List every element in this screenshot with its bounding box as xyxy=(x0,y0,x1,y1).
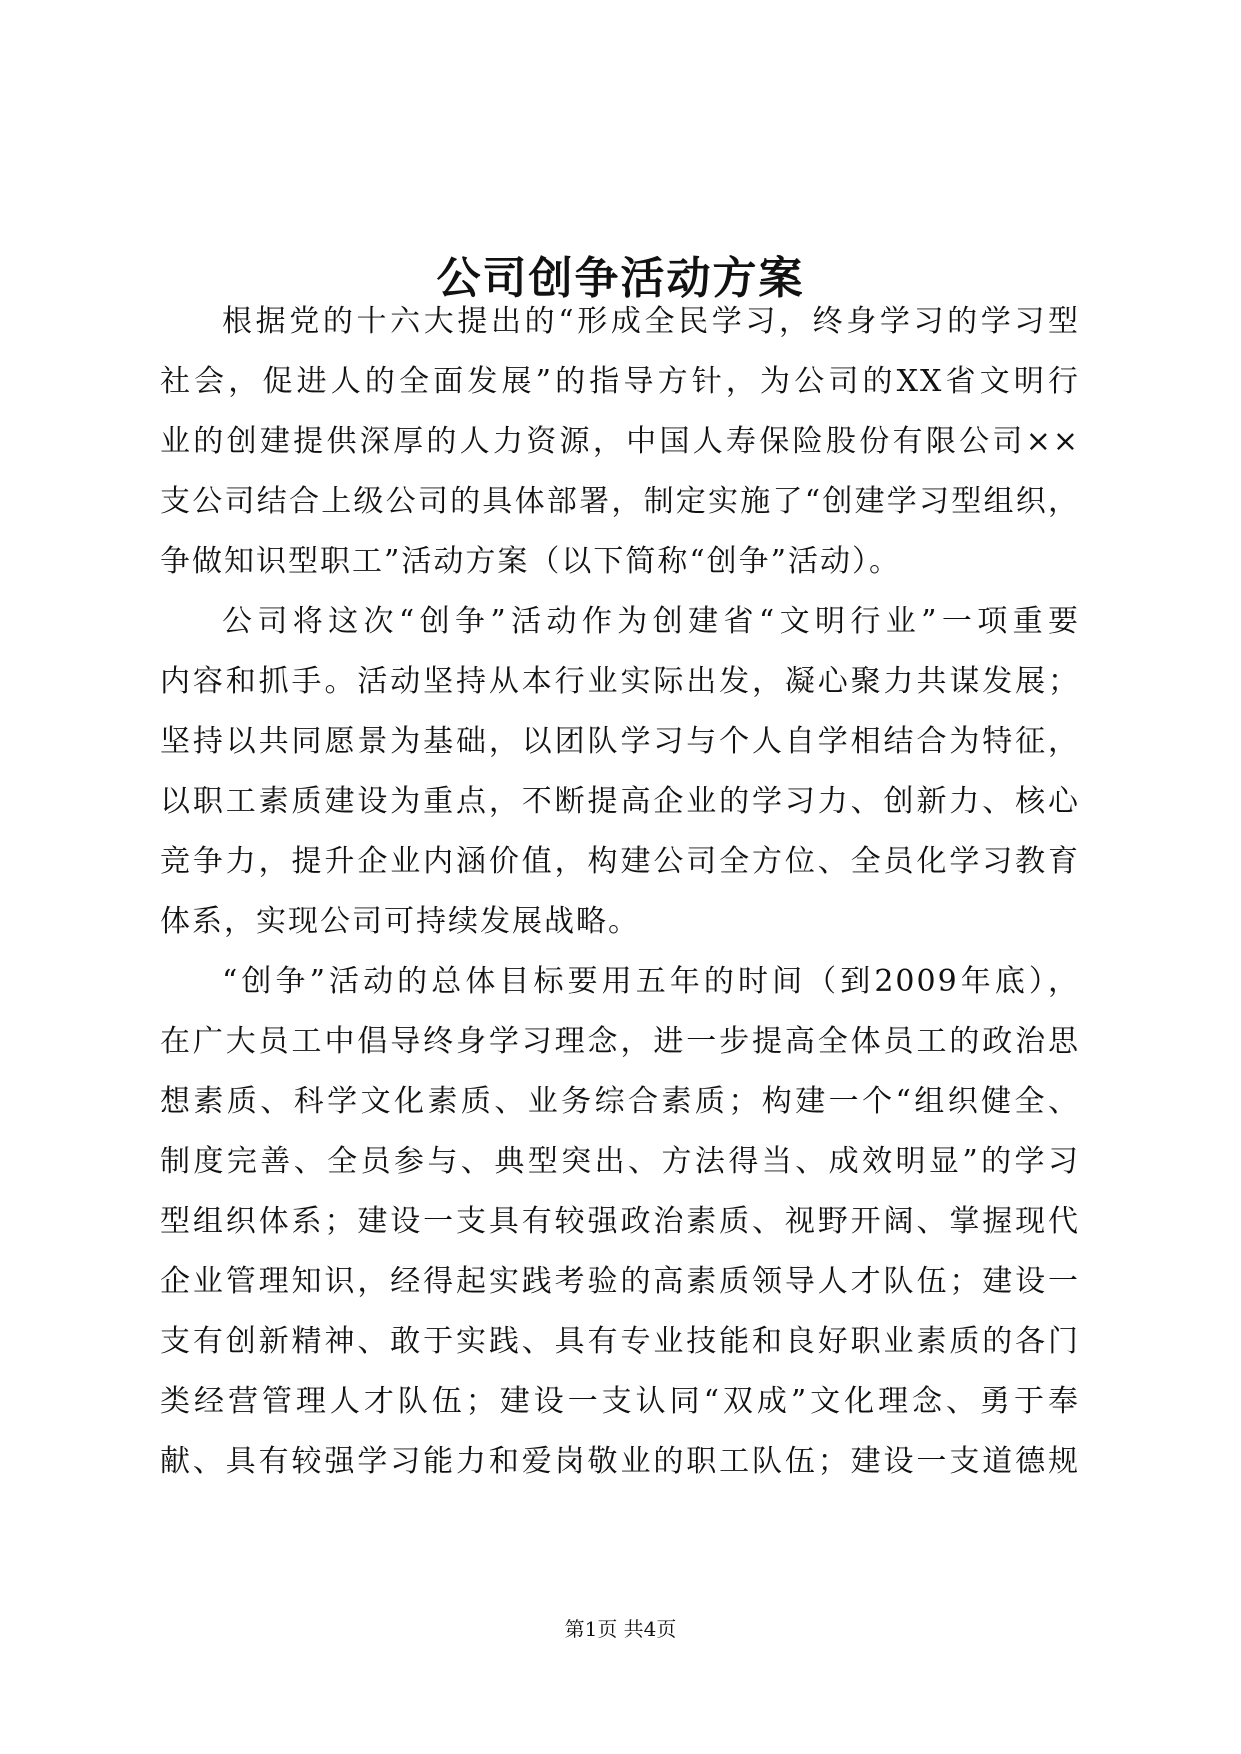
paragraph-2 xyxy=(160,592,1080,952)
paragraph-line: 争做知识型职工”活动方案（以下简称“创争”活动）。 xyxy=(160,544,902,579)
paragraph-line: 坚持以共同愿景为基础，以团队学习与个人自学相结合为特征， xyxy=(160,724,1080,759)
paragraph-line: 在广大员工中倡导终身学习理念，进一步提高全体员工的政治思 xyxy=(160,1024,1080,1059)
paragraph-line: 想素质、科学文化素质、业务综合素质；构建一个“组织健全、 xyxy=(160,1084,1080,1119)
paragraph-line: 根据党的十六大提出的“形成全民学习，终身学习的学习型 xyxy=(222,304,1080,339)
paragraph-line: “创争”活动的总体目标要用五年的时间（到2009年底）， xyxy=(222,964,1080,999)
paragraph-line: 类经营管理人才队伍；建设一支认同“双成”文化理念、勇于奉 xyxy=(160,1384,1080,1419)
paragraph-3 xyxy=(160,952,1080,1492)
paragraph-line: 体系，实现公司可持续发展战略。 xyxy=(160,904,640,939)
paragraph-line: 社会，促进人的全面发展”的指导方针，为公司的XX省文明行 xyxy=(160,364,1080,399)
document-body xyxy=(160,292,1080,1492)
page-footer: 第1页 共4页 xyxy=(564,1617,677,1641)
paragraph-line: 支公司结合上级公司的具体部署，制定实施了“创建学习型组织， xyxy=(160,484,1080,519)
paragraph-line: 制度完善、全员参与、典型突出、方法得当、成效明显”的学习 xyxy=(160,1144,1080,1179)
paragraph-line: 内容和抓手。活动坚持从本行业实际出发，凝心聚力共谋发展； xyxy=(160,664,1080,699)
paragraph-line: 支有创新精神、敢于实践、具有专业技能和良好职业素质的各门 xyxy=(160,1324,1080,1359)
document-title: 公司创争活动方案 xyxy=(436,253,805,305)
paragraph-line: 竞争力，提升企业内涵价值，构建公司全方位、全员化学习教育 xyxy=(160,844,1080,879)
paragraph-line: 型组织体系；建设一支具有较强政治素质、视野开阔、掌握现代 xyxy=(160,1204,1080,1239)
paragraph-line: 献、具有较强学习能力和爱岗敬业的职工队伍；建设一支道德规 xyxy=(160,1444,1080,1479)
paragraph-line: 企业管理知识，经得起实践考验的高素质领导人才队伍；建设一 xyxy=(160,1264,1080,1299)
paragraph-1 xyxy=(160,292,1080,592)
paragraph-line: 公司将这次“创争”活动作为创建省“文明行业”一项重要 xyxy=(222,604,1080,639)
paragraph-line: 业的创建提供深厚的人力资源，中国人寿保险股份有限公司×× xyxy=(160,424,1080,459)
paragraph-line: 以职工素质建设为重点，不断提高企业的学习力、创新力、核心 xyxy=(160,784,1080,819)
